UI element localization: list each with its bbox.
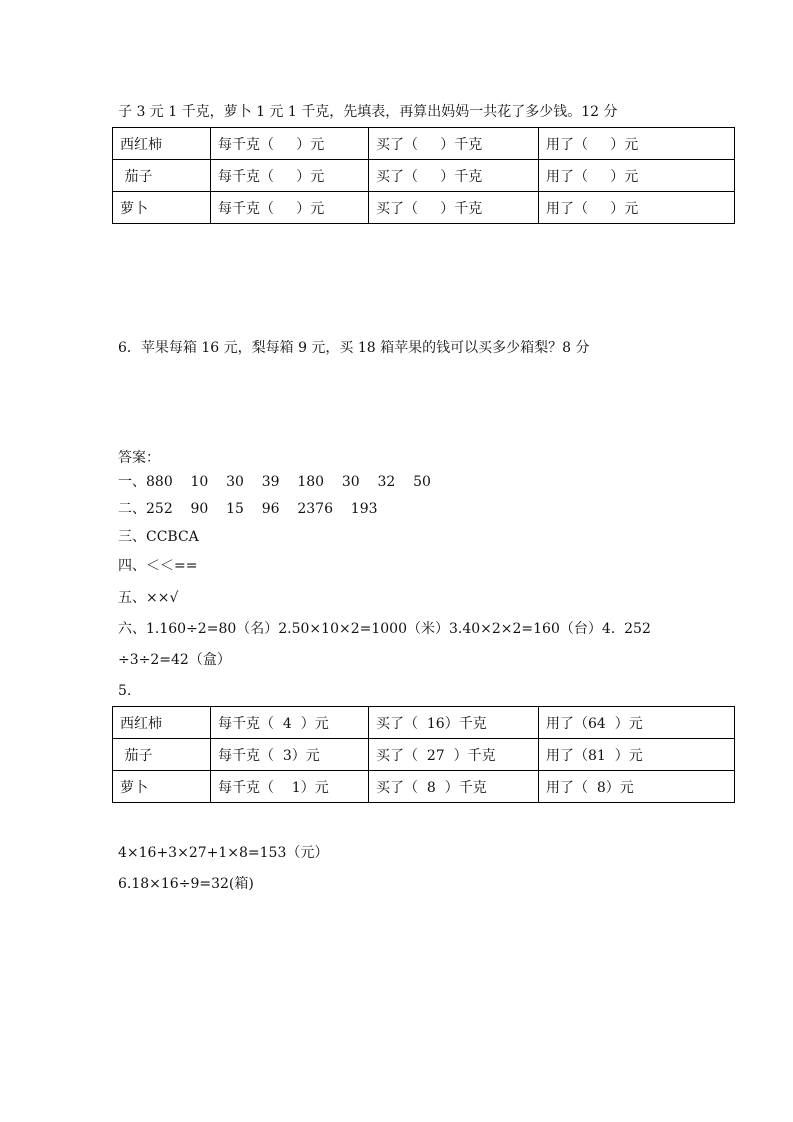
item-name-cell: 西红柿 [113, 128, 211, 160]
unit-price-cell: 每千克（ 4 ）元 [211, 707, 369, 739]
answer-price-table [112, 706, 735, 803]
answers-title: 答案： [118, 450, 160, 466]
total-cost-calculation: 4×16+3×27+1×8=153（元） [118, 845, 329, 861]
table-row [113, 707, 735, 739]
answer-table-label: 5. [118, 683, 132, 699]
answer-section-4: 四、＜＜== [118, 558, 198, 574]
answer-section-1: 一、880 10 30 39 180 30 32 50 [118, 474, 431, 490]
unit-price-cell: 每千克（ 1）元 [211, 771, 369, 803]
table-row [113, 771, 735, 803]
item-name-cell: 萝卜 [113, 192, 211, 224]
table-row [113, 192, 735, 224]
answer-section-5: 五、××√ [118, 590, 179, 606]
table-row [113, 739, 735, 771]
answer-section-2: 二、252 90 15 96 2376 193 [118, 501, 378, 517]
item-name-cell: 西红柿 [113, 707, 211, 739]
item-name-cell: 茄子 [113, 160, 211, 192]
pear-boxes-calculation: 6.18×16÷9=32(箱) [118, 876, 254, 892]
cost-cell: 用了（ ）元 [539, 192, 735, 224]
quantity-cell: 买了（ 8 ）千克 [369, 771, 539, 803]
problem5-intro: 子 3 元 1 千克，萝卜 1 元 1 千克，先填表，再算出妈妈一共花了多少钱。12 分 [118, 104, 618, 120]
cost-cell: 用了（81 ）元 [539, 739, 735, 771]
item-name-cell: 茄子 [113, 739, 211, 771]
quantity-cell: 买了（ ）千克 [369, 192, 539, 224]
quantity-cell: 买了（ 16）千克 [369, 707, 539, 739]
answer-section-3: 三、CCBCA [118, 529, 199, 545]
item-name-cell: 萝卜 [113, 771, 211, 803]
table-row [113, 128, 735, 160]
answer-section-6-line2: ÷3÷2=42（盒） [118, 652, 231, 668]
quantity-cell: 买了（ 27 ）千克 [369, 739, 539, 771]
unit-price-cell: 每千克（ ）元 [211, 160, 369, 192]
answer-section-6-line1: 六、1.160÷2=80（名）2.50×10×2=1000（米）3.40×2×2=160（台）4. 252 [118, 621, 651, 637]
unit-price-cell: 每千克（ ）元 [211, 192, 369, 224]
unit-price-cell: 每千克（ 3）元 [211, 739, 369, 771]
blank-price-table [112, 127, 735, 224]
table-row [113, 160, 735, 192]
cost-cell: 用了（ ）元 [539, 128, 735, 160]
cost-cell: 用了（ ）元 [539, 160, 735, 192]
quantity-cell: 买了（ ）千克 [369, 160, 539, 192]
cost-cell: 用了（64 ）元 [539, 707, 735, 739]
cost-cell: 用了（ 8）元 [539, 771, 735, 803]
quantity-cell: 买了（ ）千克 [369, 128, 539, 160]
problem6-text: 6．苹果每箱 16 元，梨每箱 9 元，买 18 箱苹果的钱可以买多少箱梨？8 分 [118, 340, 590, 356]
unit-price-cell: 每千克（ ）元 [211, 128, 369, 160]
